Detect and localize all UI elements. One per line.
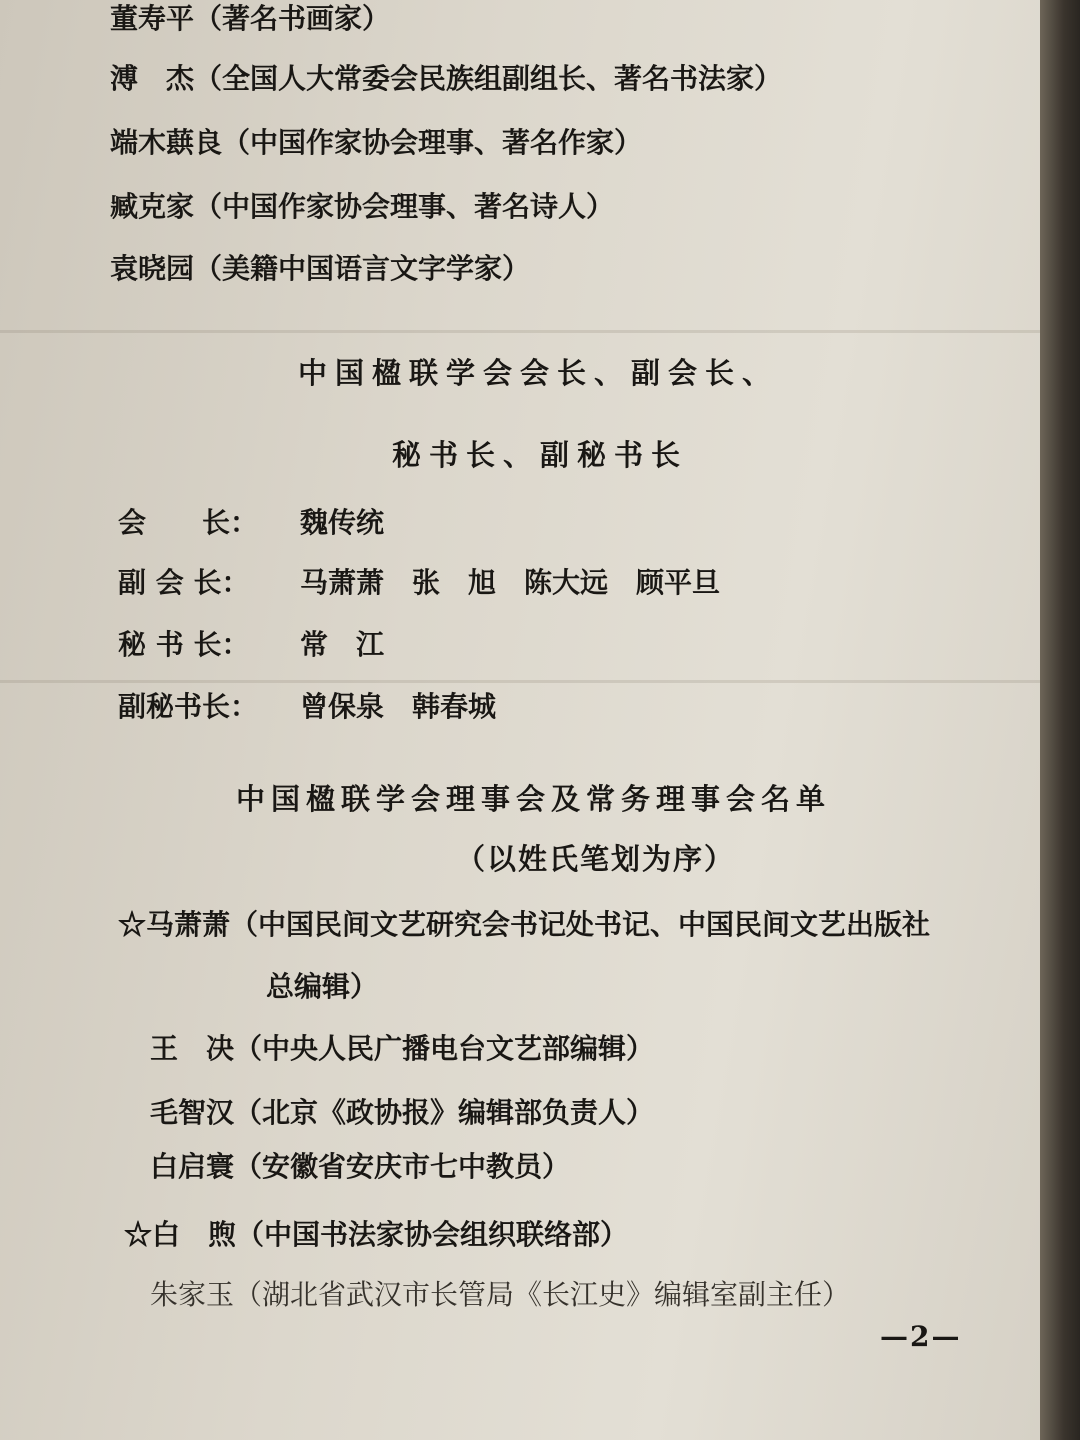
officers-heading-line1: 中国楹联学会会长、副会长、 [298,356,780,390]
officer-names: 常 江 [300,628,385,661]
standing-member-star-icon: ☆ [124,1218,153,1251]
paper-fold-line [0,330,1040,333]
council-member-line [118,908,930,942]
standing-member-star-icon: ☆ [118,908,147,941]
council-member-line [150,1096,654,1130]
officer-names: 曾保泉 韩春城 [300,690,497,723]
council-member-line [150,1278,850,1312]
officer-row-president [118,506,384,540]
member-note: （美籍中国语言文字学家） [194,252,531,285]
council-member-line [124,1218,628,1252]
member-name: 朱家玉 [150,1278,235,1311]
member-note: （全国人大常委会民族组副组长、著名书法家） [194,62,783,95]
officer-label: 秘 书 长： [118,628,250,661]
member-line [110,126,642,160]
officer-label: 副 会 长： [118,566,250,599]
officer-row-secretary-general [118,628,384,662]
member-note: （中国作家协会理事、著名作家） [222,126,643,159]
member-line [110,190,614,224]
member-note: （中国书法家协会组织联络部） [236,1218,629,1251]
member-note: （著名书画家） [194,2,391,35]
member-line [110,252,530,286]
member-name: 董寿平 [110,2,195,35]
member-line [110,2,390,36]
paper-edge-shadow [1040,0,1080,1440]
member-note: （北京《政协报》编辑部负责人） [234,1096,655,1129]
member-note: （中国作家协会理事、著名诗人） [194,190,615,223]
member-name: 马萧萧 [146,908,231,941]
page-number: —2— [880,1320,962,1353]
member-name: 白 煦 [152,1218,237,1251]
member-name: 溥 杰 [110,62,195,95]
council-member-note-continued: 总编辑） [266,970,379,1003]
member-note: （湖北省武汉市长管局《长江史》编辑室副主任） [234,1278,851,1311]
officer-names: 马萧萧 张 旭 陈大远 顾平旦 [300,566,721,599]
member-note: （中央人民广播电台文艺部编辑） [234,1032,655,1065]
officer-row-vice-president [118,566,720,600]
council-subheading: （以姓氏笔划为序） [456,842,736,876]
officer-names: 魏传统 [300,506,385,539]
paper-fold-line [0,680,1040,683]
member-note: （中国民间文艺研究会书记处书记、中国民间文艺出版社 [230,908,931,941]
member-name: 王 决 [150,1032,235,1065]
member-line [110,62,782,96]
officer-label: 副秘书长： [118,690,259,723]
council-member-line [150,1150,570,1184]
member-note: （安徽省安庆市七中教员） [234,1150,571,1183]
member-name: 白启寰 [150,1150,235,1183]
officer-row-deputy-secretary-general [118,690,496,724]
member-name: 臧克家 [110,190,195,223]
council-heading: 中国楹联学会理事会及常务理事会名单 [236,782,832,816]
officer-label: 会 长： [118,506,259,539]
member-name: 端木蕻良 [110,126,223,159]
council-member-line [150,1032,654,1066]
officers-heading-line2: 秘书长、副秘书长 [392,438,689,472]
member-name: 毛智汉 [150,1096,235,1129]
member-name: 袁晓园 [110,252,195,285]
